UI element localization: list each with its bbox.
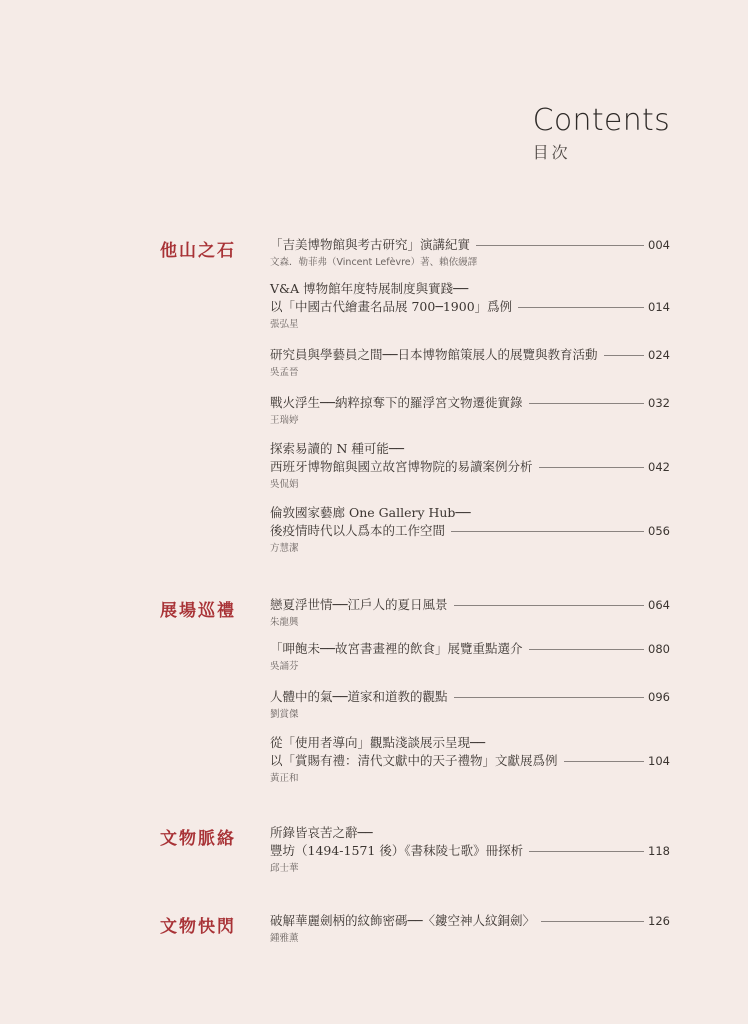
page-number: 056 [648,524,670,538]
entry-author: 朱龍興 [270,617,299,628]
page-number: 014 [648,300,670,314]
entry-title-text: 「吉美博物館與考古研究」演講紀實 [270,237,471,252]
entry-title-text: 西班牙博物館與國立故宮博物院的易讀案例分析 [270,459,533,474]
entry-title-text: 以「賞賜有禮：清代文獻中的天子禮物」文獻展爲例 [270,753,558,768]
page-number: 024 [648,348,670,362]
entry-title-text: 探索易讀的 N 種可能── [270,441,404,456]
entry-author: 劉賞傑 [270,709,299,720]
entry-title-line [270,842,670,860]
entry-title-text: 所錄皆哀苦之辭── [270,825,373,840]
page-number: 032 [648,396,670,410]
toc-entry[interactable] [270,912,670,946]
toc-entry[interactable] [270,346,670,380]
entry-title-line [270,824,670,842]
page-number: 042 [648,460,670,474]
entry-title-line [270,752,670,770]
entry-title-text: 戰火浮生──納粹掠奪下的羅浮宮文物遷徙實錄 [270,395,523,410]
entry-title-line [270,522,670,540]
entry-title-line [270,346,670,364]
entry-title-line [270,236,670,254]
page-number: 080 [648,642,670,656]
leader-line [476,245,644,246]
entry-title-line [270,394,670,412]
entry-author: 黃正和 [270,773,299,784]
entry-author: 吳孟晉 [270,367,299,378]
entry-title-text: 後疫情時代以人爲本的工作空間 [270,523,446,538]
toc-entry[interactable] [270,596,670,630]
toc-entry[interactable] [270,824,670,876]
page-number: 104 [648,754,670,768]
entry-author: 吳誦芬 [270,661,299,672]
contents-title-zh: 目次 [532,143,571,162]
page-number: 096 [648,690,670,704]
entry-author: 鍾雅薰 [270,933,299,944]
entry-title-text: 倫敦國家藝廊 One Gallery Hub── [270,505,471,520]
entry-author: 方慧潔 [270,543,299,554]
entry-title-text: 研究員與學藝員之間──日本博物館策展人的展覽與教育活動 [270,347,598,362]
entry-title-line [270,280,670,298]
entry-title-text: 「呷飽未──故宮書畫裡的飲食」展覽重點選介 [270,641,523,656]
leader-line [541,921,644,922]
toc-entry[interactable] [270,394,670,428]
entry-title-line [270,596,670,614]
leader-line [529,649,644,650]
entry-title-text: 豐坊（1494-1571 後）《書秣陵七歌》冊探析 [270,843,524,858]
leader-line [539,467,645,468]
toc-entry[interactable] [270,440,670,492]
entry-title-line [270,688,670,706]
leader-line [529,851,644,852]
entry-title-text: 以「中國古代繪畫名品展 700─1900」爲例 [270,299,513,314]
toc-entry[interactable] [270,504,670,556]
page-header [533,104,670,163]
entry-author: 張弘星 [270,319,299,330]
leader-line [529,403,644,404]
entry-title-line [270,640,670,658]
entry-title-text: 人體中的氣──道家和道教的觀點 [270,689,448,704]
leader-line [451,531,644,532]
page-number: 064 [648,598,670,612]
leader-line [454,697,644,698]
entry-title-line [270,458,670,476]
toc-entry[interactable] [270,236,670,270]
page-number: 004 [648,238,670,252]
contents-title-en: Contents [532,103,670,138]
toc-entry[interactable] [270,640,670,674]
entry-title-line [270,440,670,458]
entry-title-line [270,504,670,522]
toc-entry[interactable] [270,734,670,786]
section-title: 文物脈絡 [160,829,236,849]
leader-line [604,355,644,356]
entry-title-text: 戀夏浮世情──江戶人的夏日風景 [270,597,448,612]
entry-title-line [270,912,670,930]
entry-author: 邱士華 [270,863,299,874]
entry-title-text: V&A 博物館年度特展制度與實踐── [270,281,469,296]
leader-line [454,605,644,606]
toc-entry[interactable] [270,688,670,722]
entry-author: 王瑞婷 [270,415,299,426]
entry-title-line [270,734,670,752]
entry-author: 吳侃娟 [270,479,299,490]
page-number: 126 [648,914,670,928]
entry-title-line [270,298,670,316]
entry-title-text: 破解華麗劍柄的紋飾密碼──〈鏤空神人紋銅劍〉 [270,913,536,928]
section-title: 展場巡禮 [160,601,236,621]
leader-line [518,307,644,308]
section-title: 他山之石 [160,241,236,261]
leader-line [564,761,645,762]
entry-author: 文森．勒菲弗（Vincent Lefèvre）著、賴依縵譯 [270,257,478,268]
page-number: 118 [648,844,670,858]
entry-title-text: 從「使用者導向」觀點淺談展示呈現── [270,735,486,750]
toc-entry[interactable] [270,280,670,332]
section-title: 文物快閃 [160,917,236,937]
